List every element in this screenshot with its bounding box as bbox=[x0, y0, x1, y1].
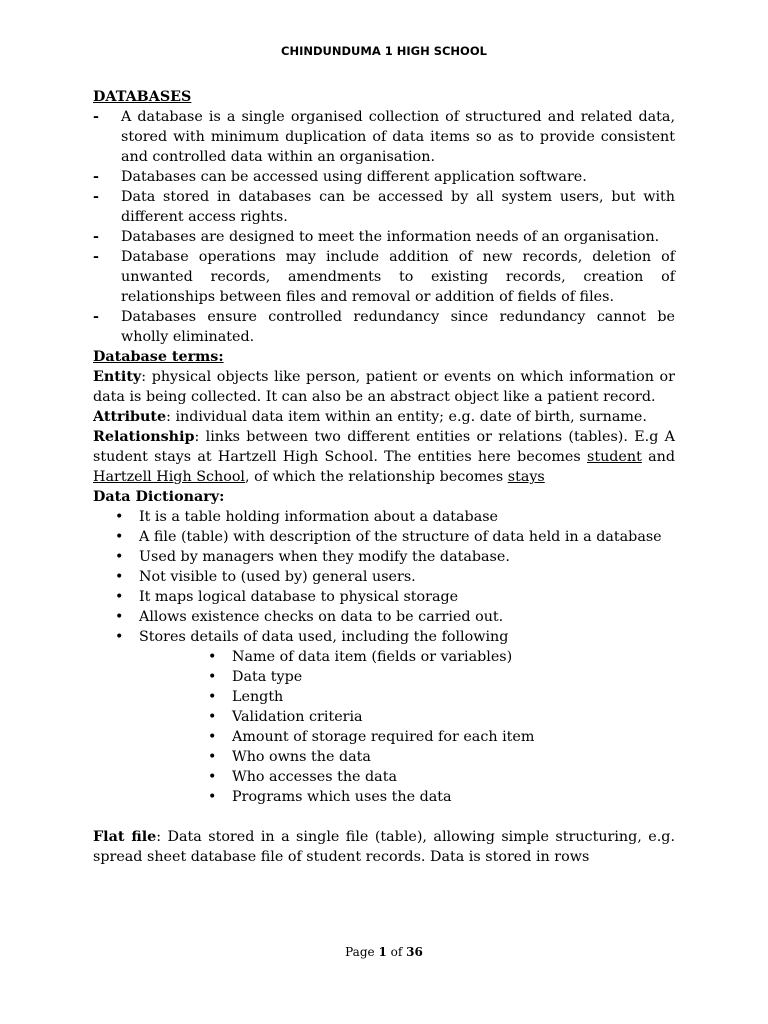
list-item: • Stores details of data used, including the following bbox=[93, 627, 675, 647]
page-number: 1 bbox=[378, 945, 387, 959]
entity-definition bbox=[93, 367, 675, 407]
page-header: CHINDUNDUMA 1 HIGH SCHOOL bbox=[281, 44, 487, 58]
flat-file-term: Flat file bbox=[93, 829, 157, 845]
sub-list-item: • Validation criteria bbox=[93, 707, 675, 727]
sub-list-item: • Programs which uses the data bbox=[93, 787, 675, 807]
list-item: - Database operations may include addition of new records, deletion of unwanted records, amendments to existing records, creation of relationships between files and removal or addition of fields of files. bbox=[93, 247, 675, 307]
of-word: of bbox=[390, 945, 403, 959]
page-total: 36 bbox=[406, 945, 423, 959]
sub-list-item: • Amount of storage required for each item bbox=[93, 727, 675, 747]
list-item: - Databases can be accessed using different application software. bbox=[93, 167, 675, 187]
data-dictionary-sublist bbox=[93, 647, 675, 807]
relationship-text: , of which the relationship becomes bbox=[245, 469, 508, 485]
sub-list-item: • Data type bbox=[93, 667, 675, 687]
data-dictionary-list bbox=[93, 507, 675, 647]
list-item: - Databases are designed to meet the information needs of an organisation. bbox=[93, 227, 675, 247]
list-item: • It maps logical database to physical storage bbox=[93, 587, 675, 607]
data-dictionary-heading bbox=[93, 487, 675, 507]
attribute-definition bbox=[93, 407, 675, 427]
spacer bbox=[93, 807, 675, 827]
page-body bbox=[93, 87, 675, 867]
section-title: DATABASES bbox=[93, 89, 192, 105]
list-item: • Allows existence checks on data to be carried out. bbox=[93, 607, 675, 627]
underlined-student: student bbox=[586, 449, 642, 465]
intro-list bbox=[93, 107, 675, 347]
flat-file-definition bbox=[93, 827, 675, 867]
flat-file-text: : Data stored in a single file (table), allowing simple structuring, e.g. spread sheet database file of student records. Data is stored in rows bbox=[93, 829, 675, 865]
entity-term: Entity bbox=[93, 369, 142, 385]
relationship-term: Relationship bbox=[93, 429, 195, 445]
sub-list-item: • Name of data item (fields or variables) bbox=[93, 647, 675, 667]
attribute-text: : individual data item within an entity; e.g. date of birth, surname. bbox=[166, 409, 647, 425]
list-item: • It is a table holding information about a database bbox=[93, 507, 675, 527]
list-item: • Not visible to (used by) general users. bbox=[93, 567, 675, 587]
sub-list-item: • Who accesses the data bbox=[93, 767, 675, 787]
list-item: - Data stored in databases can be accessed by all system users, but with different access rights. bbox=[93, 187, 675, 227]
terms-heading: Database terms: bbox=[93, 349, 224, 365]
underlined-school: Hartzell High School bbox=[93, 469, 245, 485]
relationship-text: : links between two different entities or relations (tables). E.g A student stays at Hartzell High School. The entities here becomes bbox=[93, 429, 675, 465]
sub-list-item: • Who owns the data bbox=[93, 747, 675, 767]
underlined-stays: stays bbox=[507, 469, 545, 485]
relationship-definition bbox=[93, 427, 675, 487]
relationship-text: and bbox=[641, 449, 675, 465]
list-item: - Databases ensure controlled redundancy since redundancy cannot be wholly eliminated. bbox=[93, 307, 675, 347]
sub-list-item: • Length bbox=[93, 687, 675, 707]
page-word: Page bbox=[345, 945, 375, 959]
entity-text: : physical objects like person, patient or events on which information or data is being collected. It can also be an abstract object like a patient record. bbox=[93, 369, 675, 405]
list-item: - A database is a single organised collection of structured and related data, stored with minimum duplication of data items so as to provide consistent and controlled data within an organisation. bbox=[93, 107, 675, 167]
page-footer bbox=[0, 945, 768, 959]
list-item: • A file (table) with description of the structure of data held in a database bbox=[93, 527, 675, 547]
data-dictionary-heading-text: Data Dictionary: bbox=[93, 489, 225, 505]
attribute-term: Attribute bbox=[93, 409, 167, 425]
list-item: • Used by managers when they modify the database. bbox=[93, 547, 675, 567]
